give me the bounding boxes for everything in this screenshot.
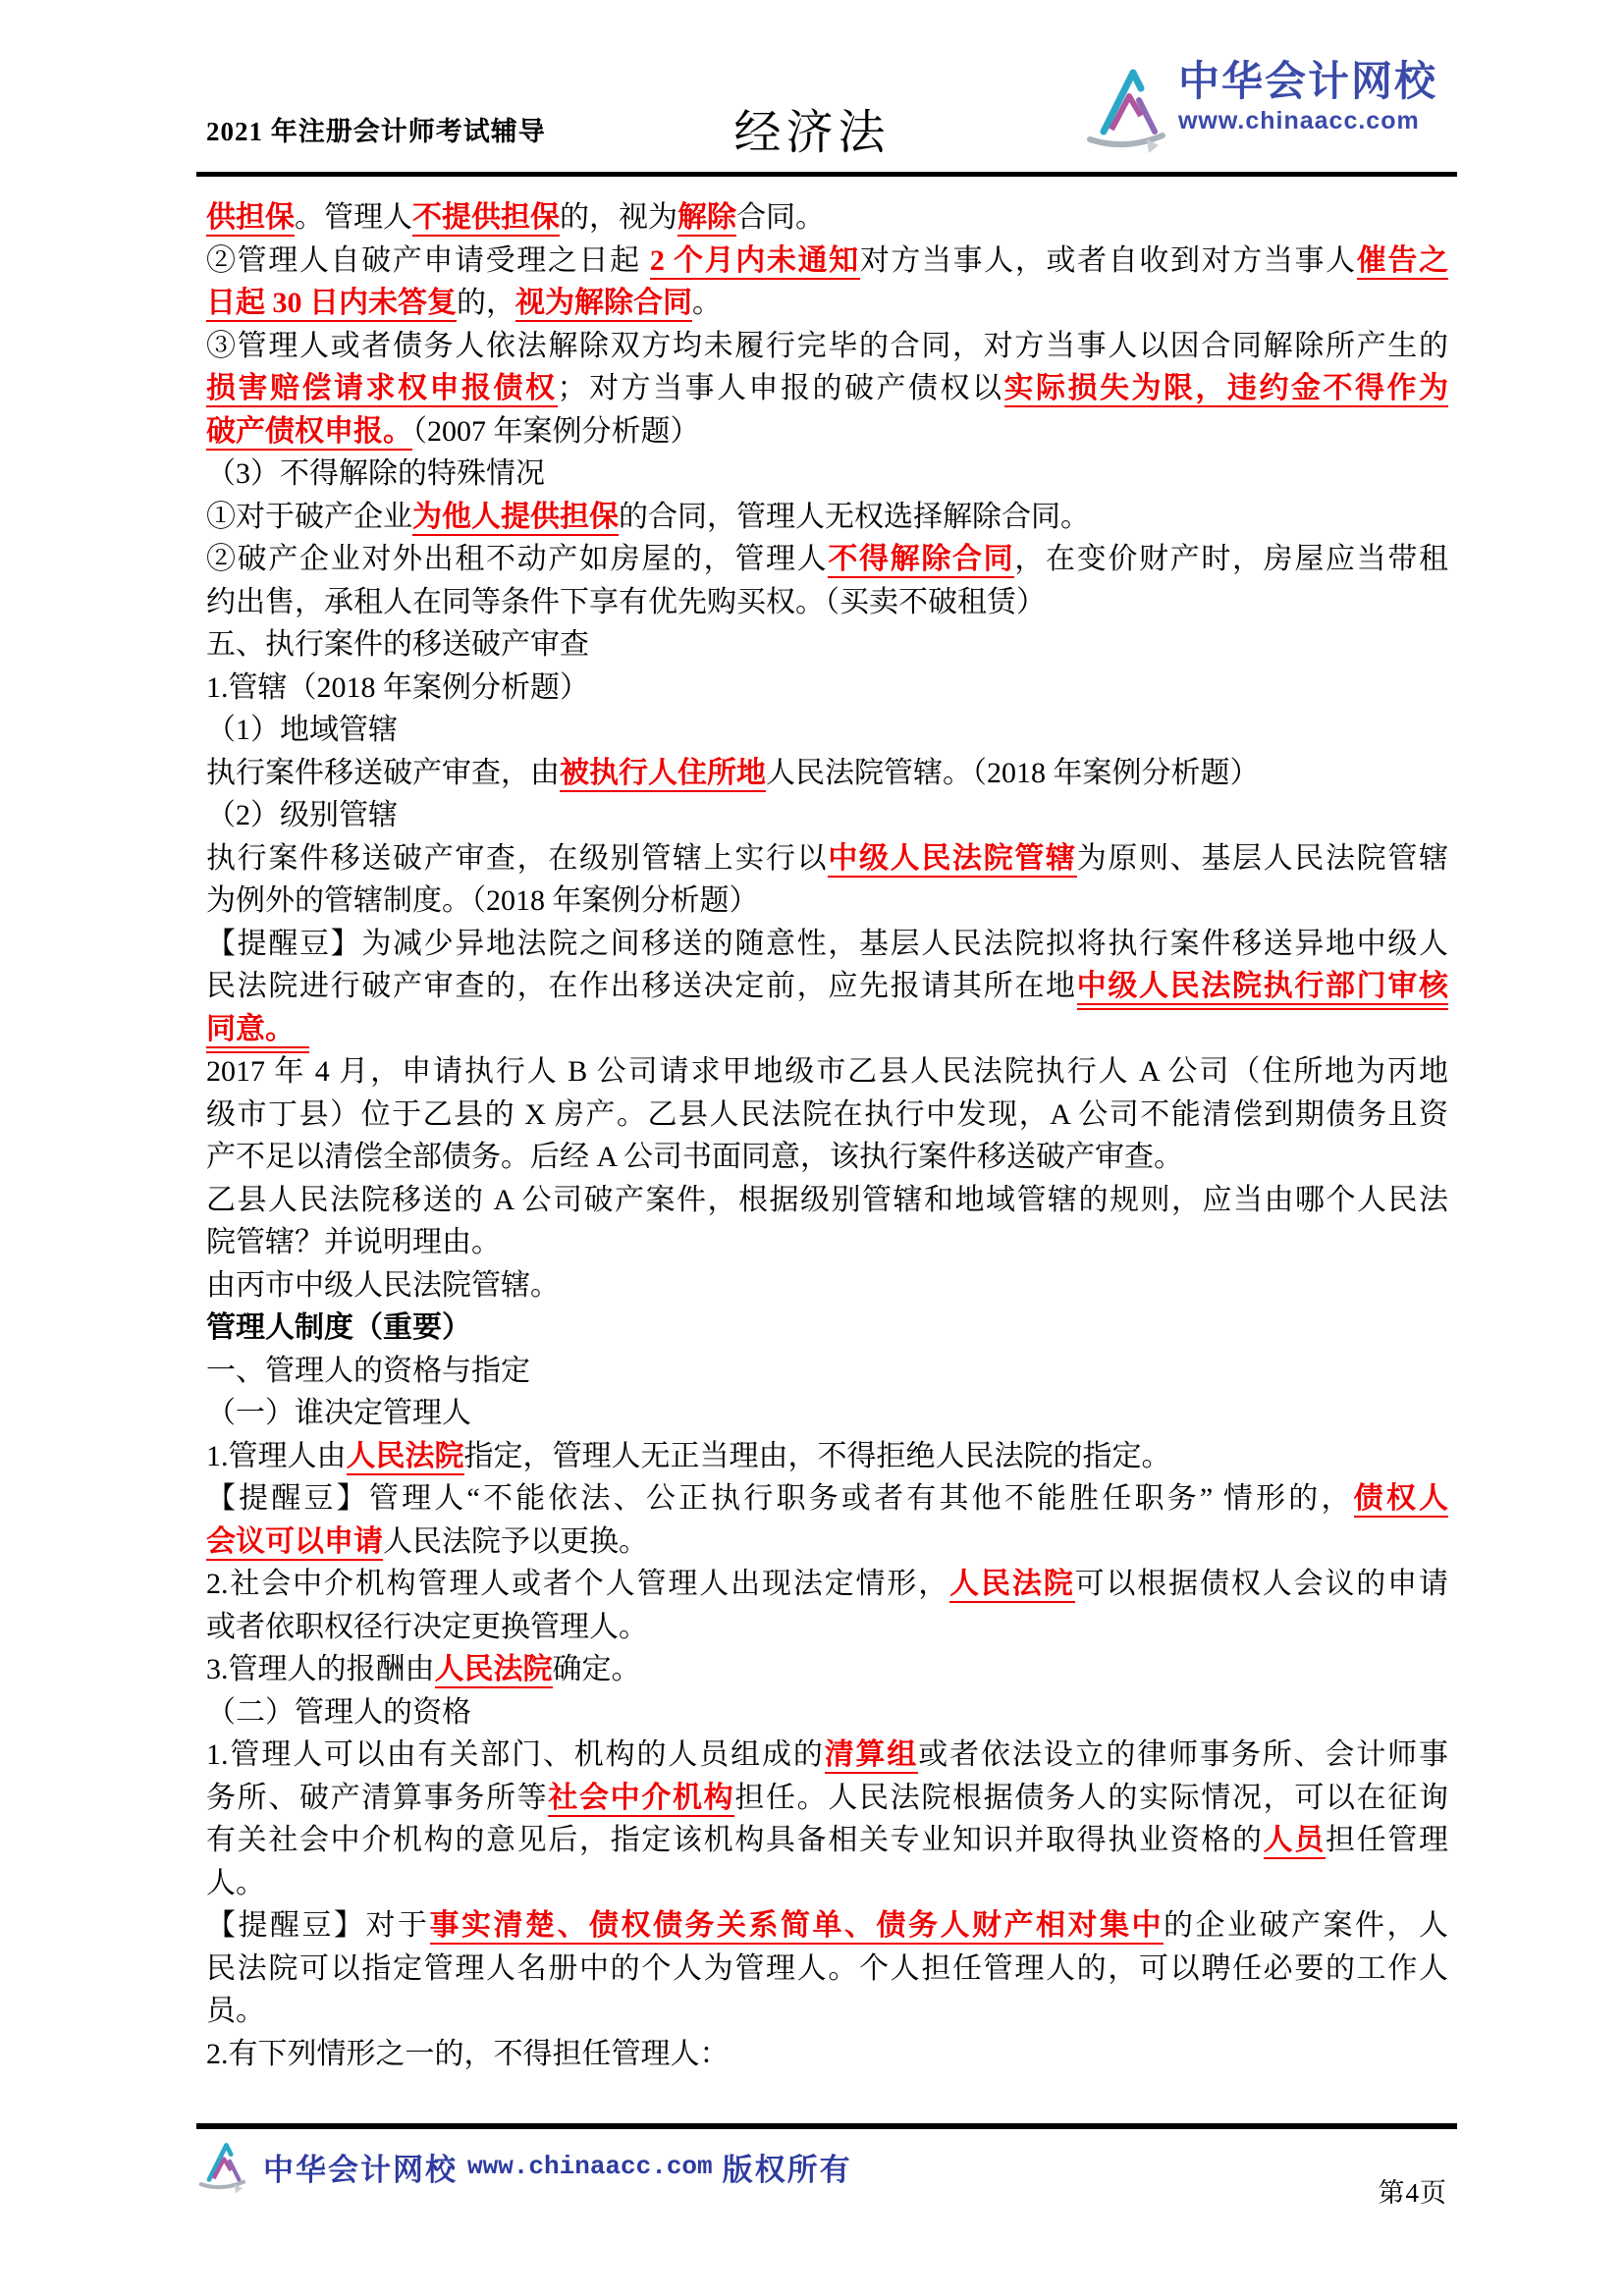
text-line <box>206 1094 1448 1137</box>
red-underline-run: 人民法院 <box>347 1440 464 1475</box>
text-line <box>206 1008 1448 1051</box>
red-underline-run: 不提供担保 <box>412 201 560 237</box>
text-run: ；对方当事人申报的破产债权以 <box>557 372 1004 404</box>
text-line <box>206 1307 1448 1350</box>
text-line <box>206 1179 1448 1222</box>
text-run: 为例外的管辖制度。（2018 年案例分析题） <box>206 884 759 917</box>
text-line <box>206 623 1448 667</box>
text-line <box>206 1948 1448 1991</box>
text-line <box>206 1563 1448 1606</box>
text-run: ③管理人或者债务人依法解除双方均未履行完毕的合同，对方当事人以因合同解除所产生的 <box>206 329 1448 362</box>
text-run: 为原则、基层人民法院管辖 <box>1076 841 1449 875</box>
text-line <box>206 1136 1448 1179</box>
text-run: 【提醒豆】为减少异地法院之间移送的随意性，基层人民法院拟将执行案件移送异地中级人 <box>206 927 1448 960</box>
text-run: 员。 <box>206 1995 265 2027</box>
text-run: 的企业破产案件，人 <box>1164 1909 1448 1942</box>
red-underline-run: 日起 30 日内未答复 <box>206 287 457 322</box>
text-run: 由丙市中级人民法院管辖。 <box>206 1268 560 1302</box>
text-line <box>206 1691 1448 1735</box>
red-underline-run: 清算组 <box>825 1738 919 1774</box>
red-underline-run: 供担保 <box>206 201 295 237</box>
text-line <box>206 581 1448 624</box>
text-run: ①对于破产企业 <box>206 500 412 533</box>
text-line <box>206 410 1448 454</box>
text-line <box>206 752 1448 795</box>
footer-brand <box>192 2136 852 2197</box>
course-label: 2021 年注册会计师考试辅导 <box>206 117 546 146</box>
red-underline-run: 人员 <box>1264 1824 1326 1859</box>
text-line <box>206 1477 1448 1521</box>
text-run: 或者依法设立的律师事务所、会计师事 <box>918 1738 1449 1771</box>
logo-text <box>1178 57 1437 135</box>
text-line <box>206 240 1448 283</box>
text-run: 产不足以清偿全部债务。后经 A 公司书面同意，该执行案件移送破产审查。 <box>206 1141 1184 1173</box>
text-run: 1.管理人由 <box>206 1439 347 1472</box>
site-logo <box>1078 57 1437 161</box>
red-underline-run: 不得解除合同 <box>828 543 1014 578</box>
text-line <box>206 1777 1448 1820</box>
red-underline-run: 催告之 <box>1357 244 1448 280</box>
text-run: 。管理人 <box>295 201 412 234</box>
text-line <box>206 1819 1448 1862</box>
text-line <box>206 1350 1448 1393</box>
text-run: （2）级别管辖 <box>206 799 398 831</box>
text-run: 约出售，承租人在同等条件下享有优先购买权。（买卖不破租赁） <box>206 585 1046 618</box>
page-title: 经济法 <box>733 107 891 159</box>
text-run: 或者依职权径行决定更换管理人。 <box>206 1610 648 1643</box>
page-number: 第4页 <box>1378 2178 1447 2208</box>
text-run: 1.管辖（2018 年案例分析题） <box>206 670 589 704</box>
text-run: 对方当事人，或者自收到对方当事人 <box>859 243 1357 277</box>
text-run: （二）管理人的资格 <box>206 1695 471 1729</box>
logo-site-name: 中华会计网校 <box>1177 58 1437 104</box>
red-underline-run: 社会中介机构 <box>548 1782 734 1817</box>
text-line <box>206 538 1448 581</box>
footer-site-name: 中华会计网校 <box>263 2152 458 2187</box>
red-underline-run: 损害赔偿请求权申报债权 <box>206 372 558 407</box>
text-line <box>206 1904 1448 1948</box>
text-line <box>206 965 1448 1008</box>
text-line <box>206 880 1448 923</box>
text-line <box>206 1734 1448 1777</box>
red-underline-run: 破产债权申报。 <box>206 415 412 451</box>
text-line <box>206 1606 1448 1649</box>
text-line <box>206 1221 1448 1264</box>
text-run: 3.管理人的报酬由 <box>206 1653 435 1685</box>
mountain-logo-icon <box>1078 57 1176 161</box>
text-run: 的合同，管理人无权选择解除合同。 <box>619 500 1090 533</box>
red-underline-run: 视为解除合同 <box>515 287 692 322</box>
text-run: 的， <box>457 287 515 319</box>
text-line <box>206 196 1448 240</box>
text-line <box>206 1521 1448 1564</box>
footer-copyright: 版权所有 <box>722 2152 852 2187</box>
text-run: 2.社会中介机构管理人或者个人管理人出现法定情形， <box>206 1568 950 1600</box>
text-run: 五、执行案件的移送破产审查 <box>206 628 589 661</box>
document-body <box>206 196 1448 2075</box>
text-run: 1.管理人可以由有关部门、机构的人员组成的 <box>206 1738 825 1771</box>
text-run: 的，视为 <box>560 201 677 234</box>
text-run: （2007 年案例分析题） <box>412 414 700 448</box>
text-run: （一）谁决定管理人 <box>206 1397 471 1429</box>
red-underline-run: 被执行人住所地 <box>560 757 766 792</box>
text-run: 有关社会中介机构的意见后，指定该机构具备相关专业知识并取得执业资格的 <box>206 1824 1264 1856</box>
bold-text-run: 管理人制度（重要） <box>206 1311 471 1344</box>
text-run: 可以根据债权人会议的申请 <box>1074 1568 1449 1600</box>
text-run: 院管辖？并说明理由。 <box>206 1226 501 1258</box>
red-underline-run: 中级人民法院管辖 <box>828 842 1076 878</box>
red-underline-run: 债权人 <box>1354 1482 1448 1518</box>
red-underline-run: 人民法院 <box>949 1568 1074 1603</box>
text-run: 2017 年 4 月，申请执行人 B 公司请求甲地级市乙县人民法院执行人 A 公司（住所地为丙地 <box>206 1055 1448 1088</box>
red-double-underline-run: 中级人民法院执行部门审核 <box>1077 970 1448 1010</box>
text-run: 【提醒豆】对于 <box>206 1909 430 1942</box>
red-underline-run: 人民法院 <box>435 1653 553 1688</box>
red-double-underline-run: 同意。 <box>206 1013 309 1053</box>
text-run: 乙县人民法院移送的 A 公司破产案件，根据级别管辖和地域管辖的规则，应当由哪个人民法 <box>206 1183 1448 1216</box>
text-run: 一、管理人的资格与指定 <box>206 1354 530 1387</box>
header-divider <box>196 172 1457 177</box>
text-line <box>206 496 1448 539</box>
footer-divider <box>196 2123 1457 2129</box>
mountain-logo-icon <box>192 2136 253 2197</box>
red-underline-run: 为他人提供担保 <box>412 501 619 536</box>
text-line <box>206 367 1448 410</box>
text-run: 人。 <box>206 1866 265 1899</box>
text-run: 执行案件移送破产审查，在级别管辖上实行以 <box>206 841 829 875</box>
text-line <box>206 1392 1448 1435</box>
red-underline-run: 实际损失为限，违约金不得作为 <box>1004 372 1449 407</box>
text-run: 级市丁县）位于乙县的 X 房产。乙县人民法院在执行中发现，A 公司不能清偿到期债务且资 <box>206 1097 1448 1131</box>
footer-site-url: www.chinaacc.com <box>467 2152 713 2181</box>
text-run: （3）不得解除的特殊情况 <box>206 457 545 490</box>
text-run: 民法院进行破产审查的，在作出移送决定前，应先报请其所在地 <box>206 970 1077 1002</box>
text-line <box>206 837 1448 881</box>
text-run: 【提醒豆】管理人“不能依法、公正执行职务或者有其他不能胜任职务” 情形的， <box>206 1482 1354 1515</box>
red-underline-run: 解除 <box>677 201 736 237</box>
text-line <box>206 1862 1448 1905</box>
text-run: 人民法院予以更换。 <box>383 1524 648 1558</box>
text-line <box>206 1648 1448 1691</box>
text-run: ，在变价财产时，房屋应当带租 <box>1014 543 1449 575</box>
text-line <box>206 709 1448 752</box>
text-line <box>206 1435 1448 1478</box>
text-line <box>206 667 1448 710</box>
text-line <box>206 282 1448 325</box>
text-run: 确定。 <box>552 1653 641 1685</box>
red-underline-run: 会议可以申请 <box>206 1525 383 1561</box>
text-run: 合同。 <box>736 201 825 234</box>
logo-site-url: www.chinaacc.com <box>1177 107 1420 134</box>
text-run: 指定，管理人无正当理由，不得拒绝人民法院的指定。 <box>463 1439 1171 1472</box>
text-run: 务所、破产清算事务所等 <box>206 1781 549 1814</box>
text-line <box>206 325 1448 368</box>
text-run: 执行案件移送破产审查，由 <box>206 756 560 789</box>
text-run: 民法院可以指定管理人名册中的个人为管理人。个人担任管理人的，可以聘任必要的工作人 <box>206 1951 1448 1985</box>
text-line <box>206 2033 1448 2076</box>
text-line <box>206 1264 1448 1308</box>
text-line <box>206 1050 1448 1094</box>
text-run: 担任管理 <box>1326 1824 1449 1856</box>
text-run: 人民法院管辖。（2018 年案例分析题） <box>766 756 1260 789</box>
text-line <box>206 453 1448 496</box>
text-run: 2.有下列情形之一的，不得担任管理人： <box>206 2037 730 2070</box>
text-run: ②破产企业对外出租不动产如房屋的，管理人 <box>206 543 829 575</box>
text-line <box>206 923 1448 966</box>
text-run: 。 <box>692 287 722 319</box>
text-line <box>206 794 1448 837</box>
red-underline-run: 事实清楚、债权债务关系简单、债务人财产相对集中 <box>430 1909 1164 1945</box>
text-run: ②管理人自破产申请受理之日起 <box>206 243 650 277</box>
text-run: 担任。人民法院根据债务人的实际情况，可以在征询 <box>734 1781 1449 1814</box>
text-line <box>206 1990 1448 2033</box>
text-run: （1）地域管辖 <box>206 714 398 746</box>
red-underline-run: 2 个月内未通知 <box>650 244 860 280</box>
